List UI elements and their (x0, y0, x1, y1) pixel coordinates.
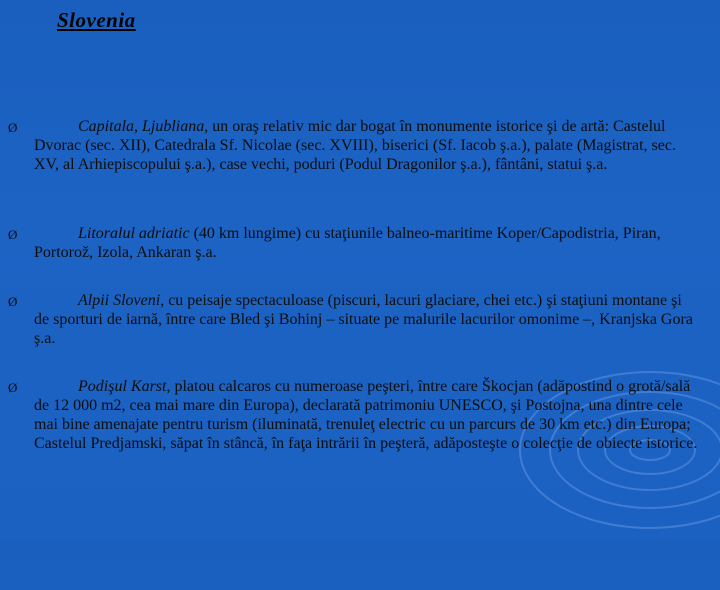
list-item (8, 377, 698, 453)
arrow-bullet-icon: Ø (8, 380, 18, 395)
bullet-text: (40 km lungime) cu staţiunile balneo-maritime Koper/Capodistria, Piran, Portorož, Izola, Ankaran ş.a. (34, 225, 661, 261)
bullet-text: , platou calcaros cu numeroase peşteri, între care Škocjan (adăpostind o grotă/sală de 12 000 m2, cea mai mare din Europa), declarată patrimoniu UNESCO, şi Postojna, una dintre cele mai bine amenajate pentru turism (iluminată, trenuleţ electric cu un parcurs de 30 km etc.) din Europa; Castelul Predjamski, săpat în stâncă, în faţa intrării în peşteră, adăposteşte o colecţie de obiecte istorice. (34, 378, 698, 452)
water-ripple-decoration (500, 330, 720, 590)
list-item (8, 224, 698, 262)
list-item (8, 291, 698, 348)
arrow-bullet-icon: Ø (8, 120, 18, 135)
bullet-lead: Podişul Karst (78, 378, 167, 395)
arrow-bullet-icon: Ø (8, 227, 18, 242)
bullet-lead: Capitala, Ljubliana (78, 118, 205, 135)
page-title: Slovenia (57, 8, 136, 32)
list-item (8, 117, 698, 174)
bullet-lead: Litoralul adriatic (78, 225, 190, 242)
bullet-lead: Alpii Sloveni (78, 292, 161, 309)
bullet-text: , un oraş relativ mic dar bogat în monumente istorice şi de artă: Castelul Dvorac (sec. XII), Catedrala Sf. Nicolae (sec. XVIII), biserici (Sf. Iacob ş.a.), palate (Magistrat, sec. XV, al Arhiepiscopului ş.a.), case vechi, poduri (Podul Dragonilor ş.a.), fântâni, statui ş.a. (34, 118, 676, 173)
arrow-bullet-icon: Ø (8, 294, 18, 309)
bullet-text: , cu peisaje spectaculoase (piscuri, lacuri glaciare, chei etc.) şi staţiuni montane şi de sporturi de iarnă, între care Bled şi Bohinj – situate pe malurile lacurilor omonime –, Kranjska Gora ş.a. (34, 292, 693, 347)
